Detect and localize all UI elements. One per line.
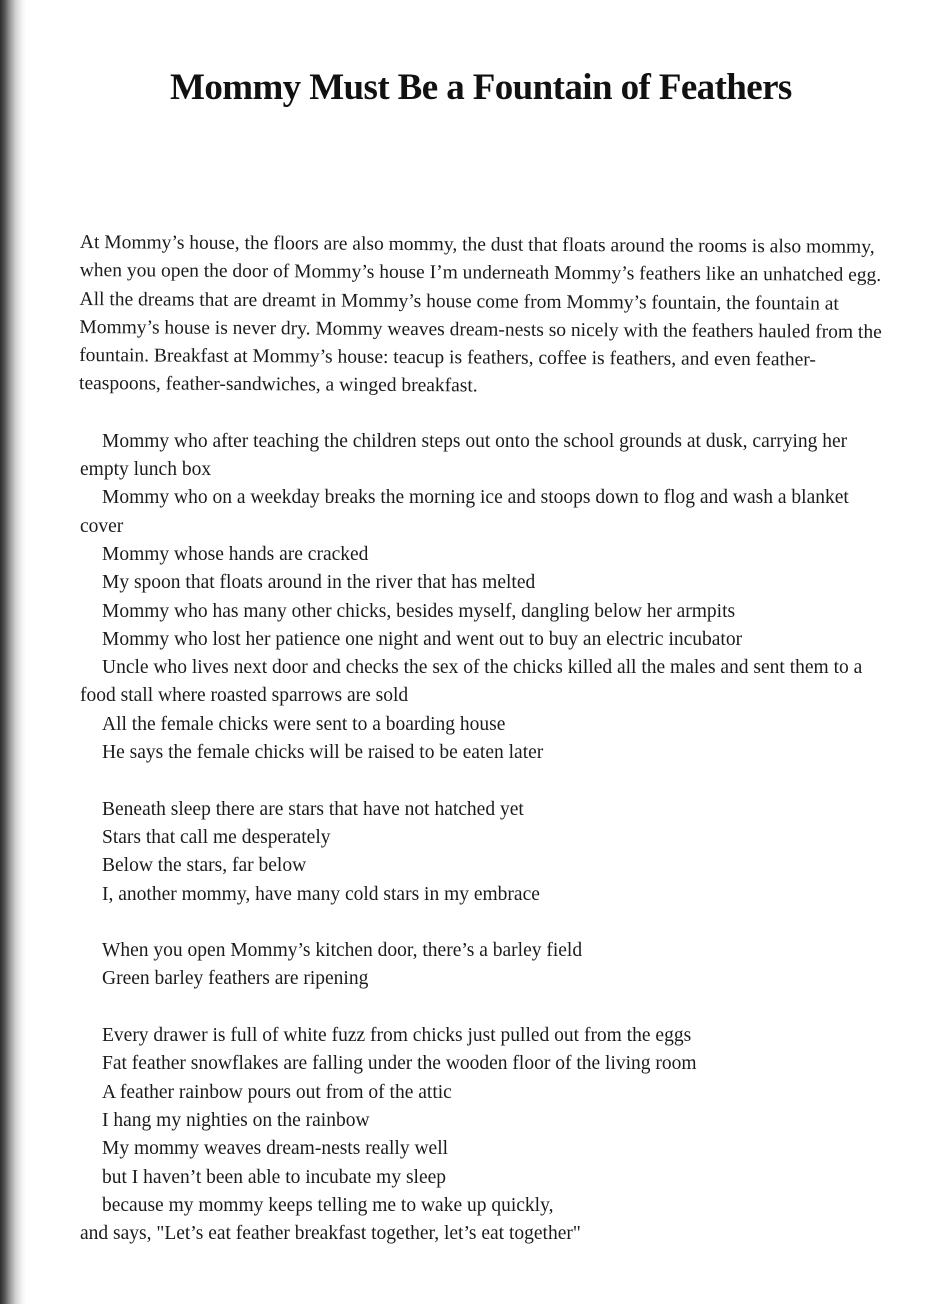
- poem-line: Mommy who on a weekday breaks the morning ice and stoops down to flog and wash a blanket cover: [80, 487, 849, 537]
- poem-line: Mommy who has many other chicks, besides myself, dangling below her armpits: [102, 600, 736, 622]
- poem-line: Fat feather snowflakes are falling under the wooden floor of the living room: [102, 1053, 697, 1075]
- poem-line: Mommy whose hands are cracked: [102, 543, 369, 565]
- poem-body: [80, 229, 890, 1277]
- poem-line: Below the stars, far below: [102, 855, 307, 877]
- poem-stanzas: [80, 428, 890, 1249]
- poem-line: but I haven’t been able to incubate my sleep: [102, 1166, 447, 1188]
- poem-line: My spoon that floats around in the river that has melted: [102, 572, 536, 594]
- poem-title: Mommy Must Be a Fountain of Feathers: [170, 67, 792, 108]
- poem-line: and says, "Let’s eat feather breakfast together, let’s eat together": [80, 1223, 581, 1245]
- poem-line: Beneath sleep there are stars that have not hatched yet: [102, 798, 524, 820]
- poem-line: Mommy who after teaching the children steps out onto the school grounds at dusk, carrying her empty lunch box: [80, 430, 848, 481]
- poem-line: Green barley feathers are ripening: [102, 968, 369, 990]
- poem-line: I, another mommy, have many cold stars in my embrace: [102, 883, 540, 905]
- poem-line: I hang my nighties on the rainbow: [102, 1109, 370, 1131]
- poem-line: He says the female chicks will be raised to be eaten later: [102, 742, 544, 764]
- poem-line: because my mommy keeps telling me to wake up quickly,: [102, 1194, 554, 1216]
- stanza-1: [80, 428, 890, 768]
- poem-line: When you open Mommy’s kitchen door, there’s a barley field: [102, 940, 583, 962]
- poem-line: Every drawer is full of white fuzz from chicks just pulled out from the eggs: [102, 1025, 692, 1047]
- prose-paragraph: At Mommy’s house, the floors are also mommy, the dust that floats around the rooms is also mommy, when you open the door of Mommy’s house I’m underneath Mommy’s feathers like an unhatched egg. All the dreams that are dreamt in Mommy’s house come from Mommy’s fountain, the fountain at Mommy’s house is never dry. Mommy weaves dream-nests so nicely with the feathers hauled from the fountain. Breakfast at Mommy’s house: teacup is feathers, coffee is feathers, and even feather-teaspoons, feather-sandwiches, a winged breakfast.: [78, 231, 882, 397]
- poem-line: Mommy who lost her patience one night and went out to buy an electric incubator: [102, 628, 743, 650]
- poem-line: A feather rainbow pours out from of the attic: [102, 1081, 452, 1103]
- poem-line: Stars that call me desperately: [102, 826, 331, 848]
- stanza-4: [80, 1022, 890, 1248]
- poem-line: My mommy weaves dream-nests really well: [102, 1138, 449, 1160]
- stanza-2: [80, 796, 890, 909]
- poem-line: Uncle who lives next door and checks the sex of the chicks killed all the males and sent them to a food stall where roasted sparrows are sold: [80, 657, 863, 707]
- stanza-3: [80, 937, 890, 994]
- poem-line: All the female chicks were sent to a boarding house: [102, 713, 506, 735]
